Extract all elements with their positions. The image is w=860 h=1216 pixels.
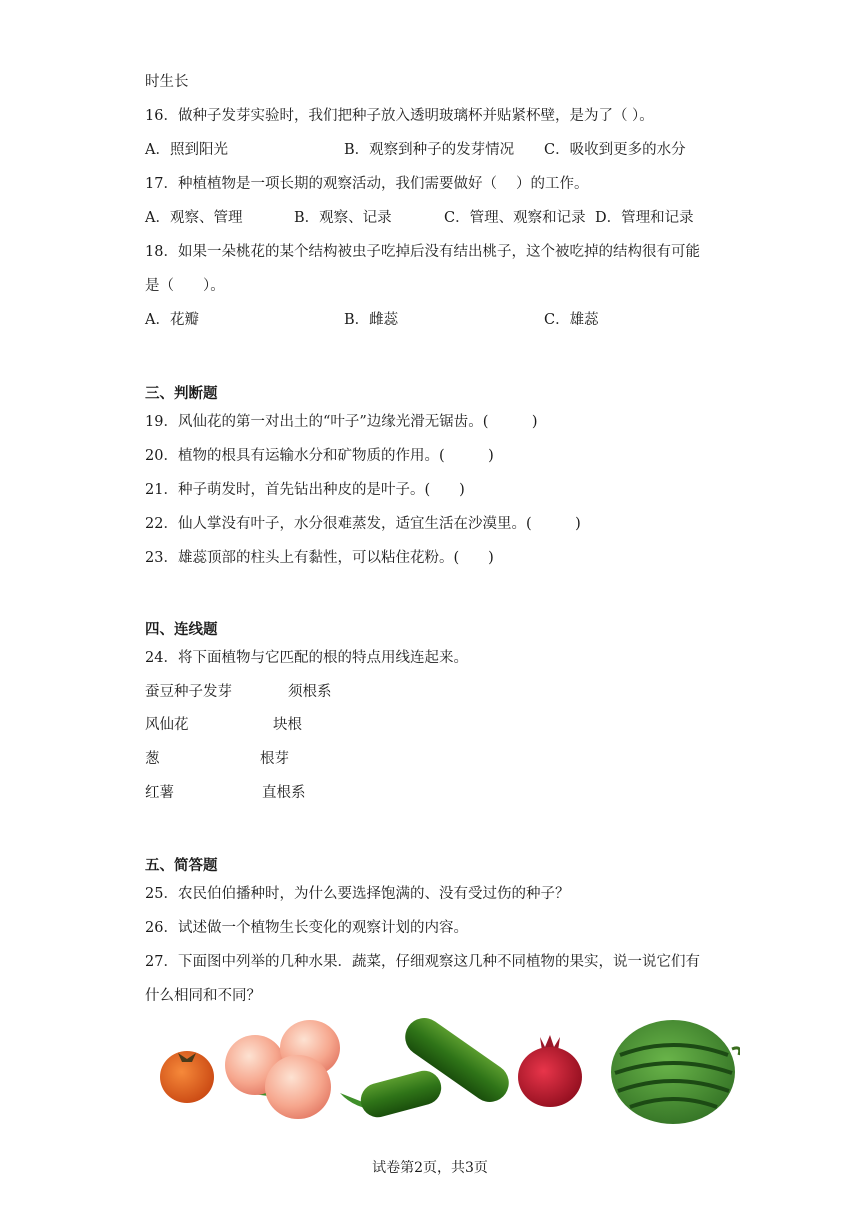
question-17: 17．种植植物是一项长期的观察活动，我们需要做好（ ）的工作。 [145, 176, 589, 192]
watermelon-icon [611, 1020, 740, 1124]
q17-option-b: B．观察、记录 [294, 210, 392, 226]
pomegranate-icon [518, 1035, 582, 1107]
fruit-image [150, 1015, 740, 1125]
q16-option-c: C．吸收到更多的水分 [544, 142, 686, 158]
persimmon-icon [160, 1051, 214, 1103]
question-26: 26．试述做一个植物生长变化的观察计划的内容。 [145, 920, 468, 936]
match-right-item: 直根系 [262, 785, 306, 801]
match-right-item: 块根 [273, 717, 302, 733]
question-23: 23．雄蕊顶部的柱头上有黏性，可以粘住花粉。( ) [145, 550, 494, 566]
q16-option-b: B．观察到种子的发芽情况 [344, 142, 515, 158]
question-16: 16．做种子发芽实验时，我们把种子放入透明玻璃杯并贴紧杯壁，是为了（ ）。 [145, 108, 654, 124]
question-24: 24．将下面植物与它匹配的根的特点用线连起来。 [145, 650, 468, 666]
q18-option-c: C．雄蕊 [544, 312, 599, 328]
section-3-heading: 三、判断题 [145, 385, 218, 402]
match-left-item: 葱 [145, 751, 160, 767]
q18-option-a: A．花瓣 [145, 312, 199, 328]
q16-option-a: A．照到阳光 [145, 142, 228, 158]
section-5-heading: 五、简答题 [145, 857, 218, 874]
section-4-heading: 四、连线题 [145, 621, 218, 638]
match-left-item: 风仙花 [145, 717, 189, 733]
match-right-item: 须根系 [288, 684, 332, 700]
question-18-line1: 18．如果一朵桃花的某个结构被虫子吃掉后没有结出桃子，这个被吃掉的结构很有可能 [145, 244, 700, 260]
match-left-item: 红薯 [145, 785, 174, 801]
question-25: 25．农民伯伯播种时，为什么要选择饱满的、没有受过伤的种子？ [145, 886, 570, 902]
question-21: 21．种子萌发时，首先钻出种皮的是叶子。( ) [145, 482, 465, 498]
peach-icon [225, 1020, 385, 1119]
question-19: 19．风仙花的第一对出土的“叶子”边缘光滑无锯齿。( ) [145, 414, 538, 430]
question-18-line2: 是（ ）。 [145, 278, 225, 294]
cucumber-icon [357, 1015, 516, 1121]
question-22: 22．仙人掌没有叶子，水分很难蒸发，适宜生活在沙漠里。( ) [145, 516, 581, 532]
line-continuation: 时生长 [145, 74, 189, 90]
q17-option-d: D．管理和记录 [595, 210, 694, 226]
match-right-item: 根芽 [260, 751, 289, 767]
match-left-item: 蚕豆种子发芽 [145, 684, 232, 700]
question-20: 20．植物的根具有运输水分和矿物质的作用。( ) [145, 448, 494, 464]
page-footer: 试卷第2页，共3页 [372, 1160, 488, 1176]
q17-option-c: C．管理、观察和记录 [444, 210, 586, 226]
q18-option-b: B．雌蕊 [344, 312, 399, 328]
question-27-line1: 27．下面图中列举的几种水果．蔬菜，仔细观察这几种不同植物的果实，说一说它们有 [145, 954, 700, 970]
question-27-line2: 什么相同和不同？ [145, 988, 261, 1004]
q17-option-a: A．观察、管理 [145, 210, 243, 226]
